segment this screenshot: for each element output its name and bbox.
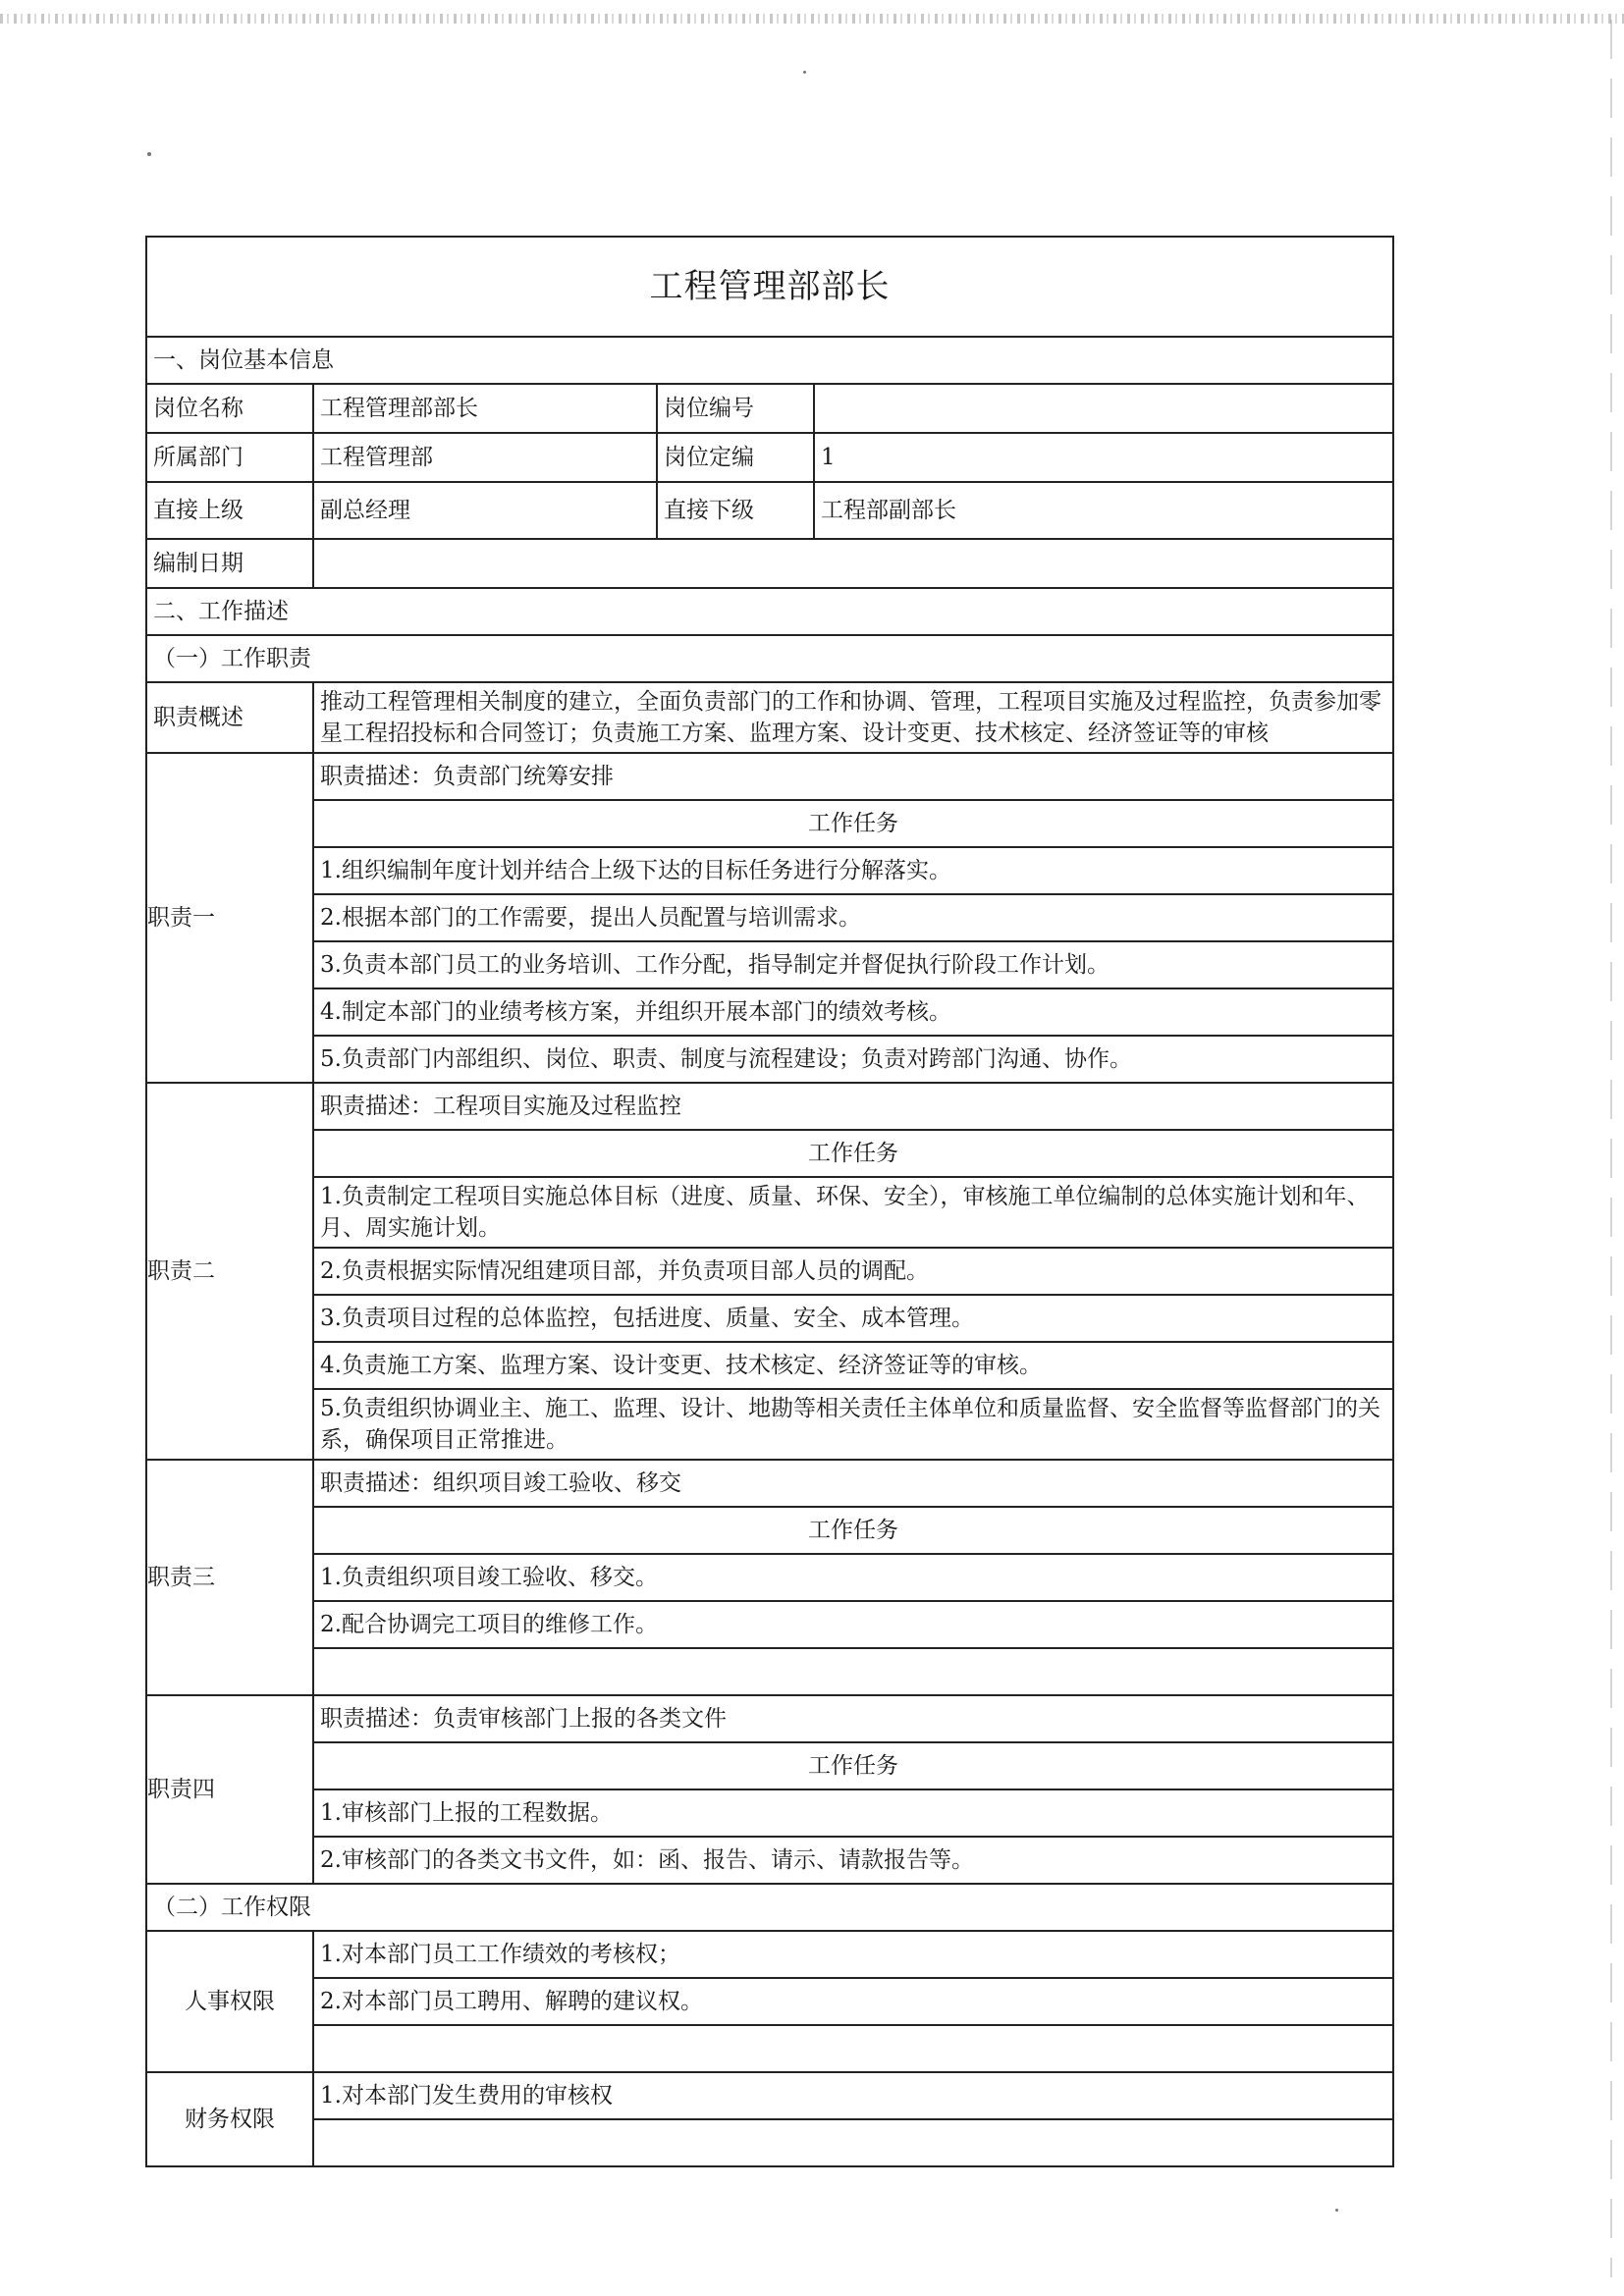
value-position-number <box>814 384 1393 433</box>
label-position-name: 岗位名称 <box>146 384 313 433</box>
duty-2-task: 5.负责组织协调业主、施工、监理、设计、地勘等相关责任主体单位和质量监督、安全监督等监督部门的关系，确保项目正常推进。 <box>313 1389 1393 1460</box>
value-department: 工程管理部 <box>313 433 657 482</box>
duty-2-task: 4.负责施工方案、监理方案、设计变更、技术核定、经济签证等的审核。 <box>313 1342 1393 1389</box>
value-prepared-date <box>313 539 1393 588</box>
scan-noise-top <box>0 14 1624 24</box>
duty-overview-text: 推动工程管理相关制度的建立，全面负责部门的工作和协调、管理，工程项目实施及过程监控，负责参加零星工程招投标和合同签订；负责施工方案、监理方案、设计变更、技术核定、经济签证等的审核 <box>313 682 1393 753</box>
authority-finance-label: 财务权限 <box>146 2072 313 2166</box>
value-direct-subordinate: 工程部副部长 <box>814 482 1393 539</box>
section-work-description: 二、工作描述 <box>146 588 1393 635</box>
duty-3-task: 2.配合协调完工项目的维修工作。 <box>313 1601 1393 1648</box>
duty-4-task-header: 工作任务 <box>313 1742 1393 1789</box>
value-direct-superior: 副总经理 <box>313 482 657 539</box>
authority-finance-item: 1.对本部门发生费用的审核权 <box>313 2072 1393 2119</box>
duty-1-task: 4.制定本部门的业绩考核方案，并组织开展本部门的绩效考核。 <box>313 988 1393 1036</box>
scan-speck <box>803 71 806 74</box>
duty-2-task: 3.负责项目过程的总体监控，包括进度、质量、安全、成本管理。 <box>313 1295 1393 1342</box>
duty-3-task: 1.负责组织项目竣工验收、移交。 <box>313 1554 1393 1601</box>
duty-3-task-empty <box>313 1648 1393 1695</box>
duty-2-label: 职责二 <box>146 1083 313 1460</box>
label-position-number: 岗位编号 <box>657 384 814 433</box>
scan-speck <box>1335 2209 1338 2212</box>
duty-1-task: 2.根据本部门的工作需要，提出人员配置与培训需求。 <box>313 894 1393 941</box>
scan-noise-right <box>1610 20 1612 2277</box>
authority-hr-item: 1.对本部门员工工作绩效的考核权； <box>313 1931 1393 1978</box>
duty-1-label: 职责一 <box>146 753 313 1083</box>
label-duty-overview: 职责概述 <box>146 682 313 753</box>
label-department: 所属部门 <box>146 433 313 482</box>
duty-1-task: 5.负责部门内部组织、岗位、职责、制度与流程建设；负责对跨部门沟通、协作。 <box>313 1036 1393 1083</box>
duty-2-task-header: 工作任务 <box>313 1130 1393 1177</box>
duty-4-task: 1.审核部门上报的工程数据。 <box>313 1789 1393 1837</box>
duty-2-desc: 职责描述：工程项目实施及过程监控 <box>313 1083 1393 1130</box>
job-table <box>145 236 1394 2167</box>
duty-4-desc: 职责描述：负责审核部门上报的各类文件 <box>313 1695 1393 1742</box>
value-headcount: 1 <box>814 433 1393 482</box>
job-description-sheet <box>145 236 1392 2167</box>
duty-1-desc: 职责描述：负责部门统筹安排 <box>313 753 1393 800</box>
page-title: 工程管理部部长 <box>146 237 1393 337</box>
authority-hr-label: 人事权限 <box>146 1931 313 2072</box>
authority-hr-item: 2.对本部门员工聘用、解聘的建议权。 <box>313 1978 1393 2025</box>
section-work-authority: （二）工作权限 <box>146 1884 1393 1931</box>
duty-2-task: 1.负责制定工程项目实施总体目标（进度、质量、环保、安全），审核施工单位编制的总体实施计划和年、月、周实施计划。 <box>313 1177 1393 1248</box>
label-headcount: 岗位定编 <box>657 433 814 482</box>
duty-4-label: 职责四 <box>146 1695 313 1884</box>
duty-2-task: 2.负责根据实际情况组建项目部，并负责项目部人员的调配。 <box>313 1248 1393 1295</box>
authority-hr-item-empty <box>313 2025 1393 2072</box>
duty-3-task-header: 工作任务 <box>313 1507 1393 1554</box>
label-prepared-date: 编制日期 <box>146 539 313 588</box>
label-direct-subordinate: 直接下级 <box>657 482 814 539</box>
authority-finance-item-empty <box>313 2119 1393 2166</box>
scan-speck <box>147 152 151 156</box>
duty-3-label: 职责三 <box>146 1460 313 1695</box>
section-basic-info: 一、岗位基本信息 <box>146 337 1393 384</box>
duty-1-task: 1.组织编制年度计划并结合上级下达的目标任务进行分解落实。 <box>313 847 1393 894</box>
duty-1-task-header: 工作任务 <box>313 800 1393 847</box>
duty-3-desc: 职责描述：组织项目竣工验收、移交 <box>313 1460 1393 1507</box>
value-position-name: 工程管理部部长 <box>313 384 657 433</box>
duty-4-task: 2.审核部门的各类文书文件，如：函、报告、请示、请款报告等。 <box>313 1837 1393 1884</box>
label-direct-superior: 直接上级 <box>146 482 313 539</box>
section-work-duties: （一）工作职责 <box>146 635 1393 682</box>
duty-1-task: 3.负责本部门员工的业务培训、工作分配，指导制定并督促执行阶段工作计划。 <box>313 941 1393 988</box>
